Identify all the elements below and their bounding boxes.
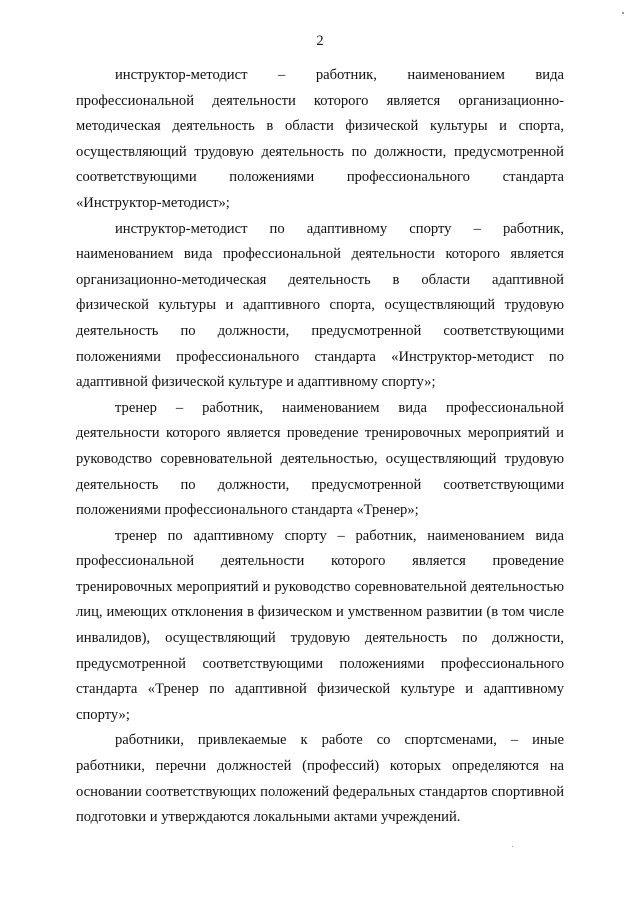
definition-instructor-methodist-adaptive-sport: инструктор-методист по адаптивному спорту – работник, наименованием вида профессиональной деятельности которого является организационно-методическая деятельность в области адаптивной физической культуры и адаптивного спорта, осуществляющий трудовую деятельность по должности, предусмотренной соответствующими положениями профессионального стандарта «Инструктор-методист по адаптивной физической культуре и адаптивному спорту»; xyxy=(76,220,564,391)
page-number: 2 xyxy=(316,33,324,49)
definition-coach-adaptive-sport: тренер по адаптивному спорту – работник, наименованием вида профессиональной деятельности которого является проведение тренировочных мероприятий и руководство соревновательной деятельностью лиц, имеющих отклонения в физическом и умственном развитии (в том числе инвалидов), осуществляющий трудовую деятельность по должности, предусмотренной соответствующими положениями профессионального стандарта «Тренер по адаптивной физической культуре и адаптивному спорту»; xyxy=(76,527,564,723)
scan-speck xyxy=(512,846,513,847)
definition-coach: тренер – работник, наименованием вида профессиональной деятельности которого является проведение тренировочных мероприятий и руководство соревновательной деятельностью, осуществляющий трудовую деятельность по должности, предусмотренной соответствующими положениями профессионального стандарта «Тренер»; xyxy=(76,399,564,519)
scan-speck xyxy=(622,12,624,14)
definition-athlete-support-staff: работники, привлекаемые к работе со спортсменами, – иные работники, перечни должностей (профессий) которых определяются на основании соответствующих положений федеральных стандартов спортивной подготовки и утверждаются локальными актами учреждений. xyxy=(76,732,564,826)
definition-instructor-methodist: инструктор-методист – работник, наименованием вида профессиональной деятельности которого является организационно-методическая деятельность в области физической культуры и спорта, осуществляющий трудовую деятельность по должности, предусмотренной соответствующими положениями профессионального стандарта «Инструктор-методист»; xyxy=(76,67,564,211)
document-body xyxy=(76,63,564,831)
